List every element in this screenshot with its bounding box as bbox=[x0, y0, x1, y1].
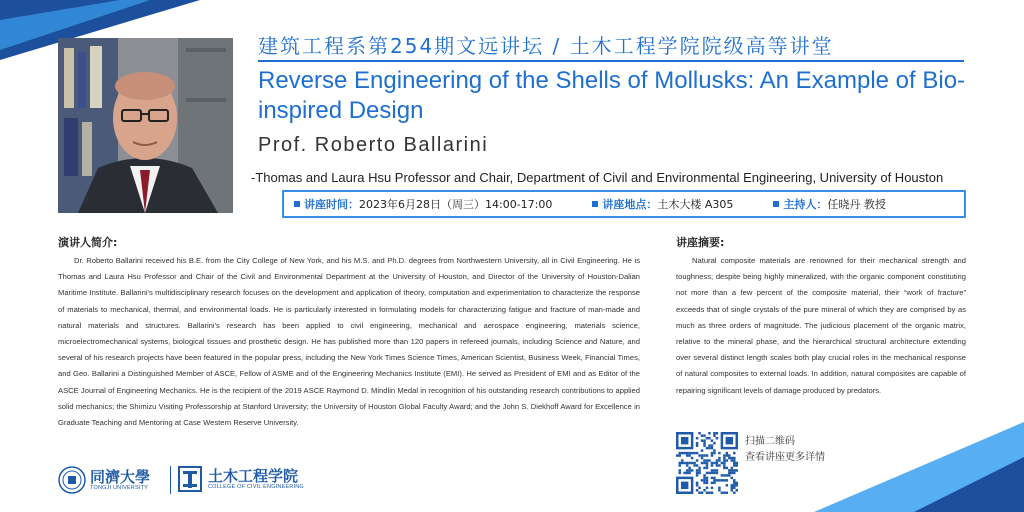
lecture-time-label: 讲座时间： bbox=[304, 198, 359, 211]
lecture-location bbox=[592, 196, 733, 212]
tongji-logo-en: TONGJI UNIVERSITY bbox=[90, 485, 148, 491]
lecture-info-box bbox=[282, 190, 966, 218]
tongji-seal-icon bbox=[58, 466, 86, 494]
lecture-location-value: 土木大楼 A305 bbox=[657, 198, 734, 211]
tongji-logo-cn: 同濟大學 bbox=[90, 468, 151, 486]
lecture-series-title: 建筑工程系第254期文远讲坛 / 土木工程学院院级高等讲堂 bbox=[258, 34, 834, 58]
qr-caption bbox=[745, 434, 825, 466]
civil-logo-en: COLLEGE OF CIVIL ENGINEERING bbox=[208, 484, 304, 490]
abstract-heading: 讲座摘要: bbox=[676, 236, 725, 249]
qr-code[interactable] bbox=[676, 432, 738, 494]
speaker-photo bbox=[58, 38, 233, 213]
tongji-university-logo bbox=[58, 466, 150, 494]
lecture-host-value: 任晓丹 教授 bbox=[827, 198, 886, 211]
header-divider bbox=[258, 60, 964, 62]
civil-engineering-logo bbox=[178, 466, 304, 492]
civil-logo-cn: 土木工程学院 bbox=[208, 467, 299, 485]
lecture-time-value: 2023年6月28日（周三）14:00-17:00 bbox=[359, 198, 553, 211]
speaker-portrait-image bbox=[58, 38, 233, 213]
abstract-text: Natural composite materials are renowned for their mechanical strength and toughness; despite being highly mineralized, with the organic component constituting not more than a few percent of the composite material, their “work of fracture” exceeds that of single crystals of the pure mineral of which they are comprised by as much as three orders of magnitude. The judicious placement of the organic matrix, relative to the mineral phase, and the hierarchical structural architecture extending over several distinct length scales both play crucial roles in the mechanical response of natural composites to external loads. In addition, natural composites are capable of repairing significant levels of damage produced by predators. bbox=[676, 256, 966, 395]
bio-text: Dr. Roberto Ballarini received his B.E. from the City College of New York, and his M.S. and Ph.D. degrees from Northwestern University, all in Civil Engineering. He is Thomas and Laura Hsu Professor and Chair of the Civil and Environmental Department at the University of Houston, and Director of the University of Houston-Dalian Maritime Institute. Ballarini's multidisciplinary research focuses on the development and application of theory, computation and experimentation to characterize the response of materials to mechanical, thermal, and environmental loads. He is particularly interested in formulating models for characterizing fatigue and fracture of man-made and natural materials and structures. Ballarini's research has been applied to civil engineering, mechanical and aerospace engineering, materials science, microelectromechanical systems, biological tissues and prosthetic design. He has published more than 120 papers in refereed journals, including Science and Nature, and several of his research projects have been featured in the popular press, including the New York Times Science Times, American Scientist, Business Week, Financial Times, and Geo. Ballarini a Distinguished Member of ASCE, Fellow of ASME and of the Engineering Mechanics Institute (EMI). He served as President of EMI and as Editor of the ASCE Journal of Engineering Mechanics. He is the recipient of the 2019 ASCE Raymond D. Mindlin Medal in recognition of his outstanding research contributions to applied solid mechanics; the Shimizu Visiting Professorship at Stanford University; the University of Houston Global Faculty Award; and the John S. Diekhoff Award for Excellence in Graduate Teaching and Mentoring at Case Western Reserve University. bbox=[58, 256, 640, 428]
lecture-time bbox=[294, 196, 552, 212]
talk-title: Reverse Engineering of the Shells of Mollusks: An Example of Bio-inspired Design bbox=[258, 67, 966, 124]
bullet-square-icon bbox=[592, 201, 598, 207]
qr-caption-line2: 查看讲座更多详情 bbox=[745, 452, 825, 463]
lecture-host-label: 主持人： bbox=[783, 198, 828, 211]
qr-caption-line1: 扫描二维码 bbox=[745, 436, 795, 447]
speaker-name: Prof. Roberto Ballarini bbox=[258, 134, 489, 156]
bio-heading: 演讲人简介: bbox=[58, 236, 118, 249]
lecture-location-label: 讲座地点： bbox=[602, 198, 658, 211]
lecture-host bbox=[773, 196, 886, 212]
civil-engineering-emblem-icon bbox=[178, 466, 202, 492]
logo-divider bbox=[170, 466, 171, 494]
bullet-square-icon bbox=[294, 201, 300, 207]
bullet-square-icon bbox=[773, 201, 779, 207]
speaker-affiliation: -Thomas and Laura Hsu Professor and Chair, Department of Civil and Environmental Engineering, University of Houston bbox=[251, 170, 944, 185]
